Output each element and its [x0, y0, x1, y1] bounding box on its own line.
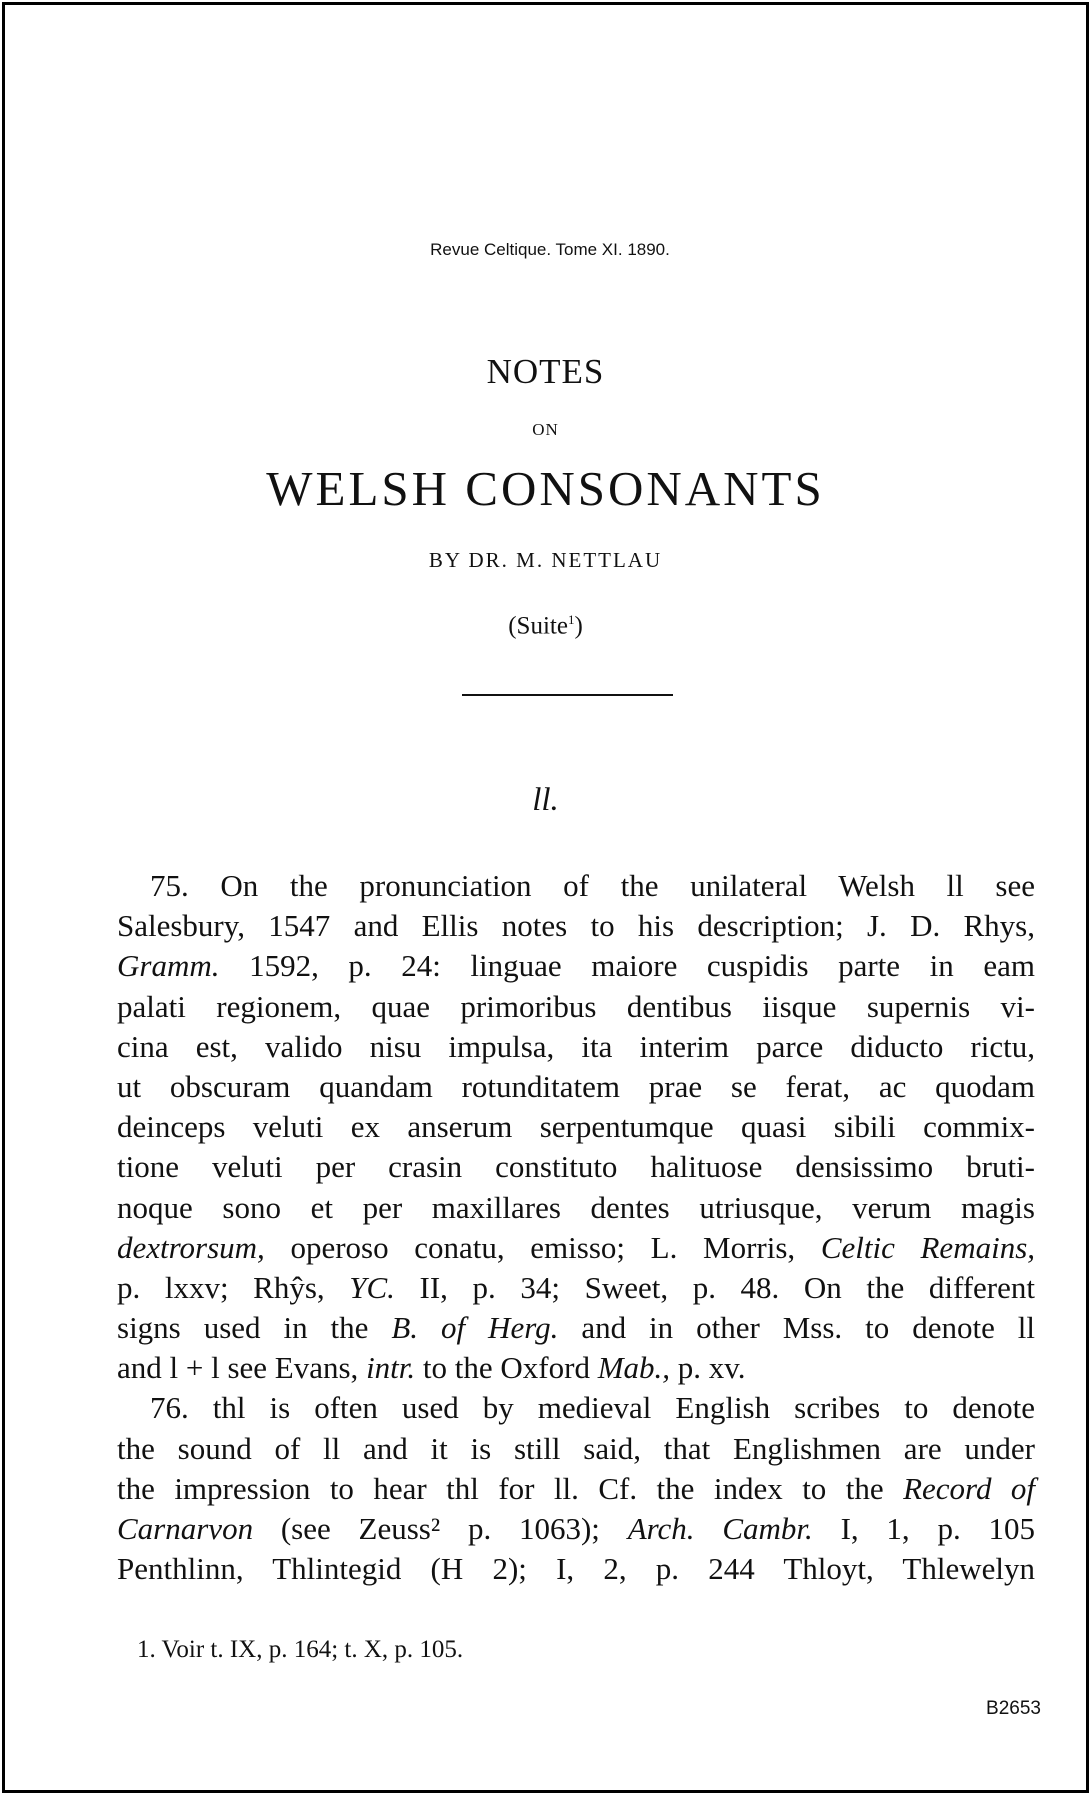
text-segment: the sound of ll and it is still said, that Englishmen are under	[117, 1430, 1035, 1466]
text-line	[117, 866, 1035, 906]
title-notes: NOTES	[486, 352, 605, 391]
text-segment: p. lxxv; Rhŷs,	[117, 1269, 350, 1305]
text-segment: I, 1, p. 105	[812, 1511, 1035, 1546]
italic-text: dextrorsum,	[117, 1229, 265, 1265]
text-segment: to the Oxford	[415, 1350, 598, 1386]
footnote-ref: 1	[567, 612, 575, 627]
text-line	[117, 1107, 1035, 1147]
text-line	[117, 1469, 1035, 1509]
body-text	[117, 866, 1035, 1589]
italic-text: intr.	[366, 1350, 416, 1386]
page-code: B2653	[986, 1698, 1041, 1719]
text-segment: deinceps veluti ex anserum serpentumque quasi sibili commix-	[117, 1109, 1035, 1145]
text-segment: palati regionem, quae primoribus dentibus iisque supernis vi-	[117, 988, 1035, 1024]
italic-text: Record of	[903, 1470, 1036, 1506]
text-segment: Salesbury, 1547 and Ellis notes to his description; J. D. Rhys,	[117, 908, 1035, 944]
italic-text: Arch. Cambr.	[627, 1511, 813, 1546]
text-line	[117, 1027, 1035, 1067]
text-segment: noque sono et per maxillares dentes utriusque, verum magis	[117, 1189, 1035, 1225]
text-line	[117, 1348, 1035, 1388]
text-segment: ut obscuram quandam rotunditatem prae se ferat, ac quodam	[117, 1068, 1035, 1104]
text-segment: (see Zeuss² p. 1063);	[253, 1511, 628, 1546]
text-segment: signs used in the	[117, 1310, 392, 1346]
text-segment: p. xv.	[670, 1350, 746, 1386]
text-line	[117, 1188, 1035, 1228]
text-segment: Penthlinn, Thlintegid (H 2); I, 2, p. 244 Thloyt, Thlewelyn	[117, 1551, 1035, 1587]
text-segment: 75. On the pronunciation of the unilateral Welsh ll see	[150, 868, 1035, 903]
author-line: BY DR. M. NETTLAU	[428, 548, 663, 572]
text-line	[117, 1429, 1035, 1469]
text-segment: and in other Mss. to denote ll	[558, 1310, 1036, 1346]
title-on: ON	[532, 420, 559, 439]
text-segment: II, p. 34; Sweet, p. 48. On the different	[394, 1269, 1035, 1305]
text-line	[117, 1308, 1035, 1348]
text-line	[117, 1067, 1035, 1107]
journal-header: Revue Celtique. Tome XI. 1890.	[430, 240, 670, 259]
suite-close: )	[574, 612, 583, 640]
text-line	[117, 1228, 1035, 1268]
title-rule	[462, 694, 673, 696]
italic-text: YC.	[349, 1269, 395, 1305]
footnote: 1. Voir t. IX, p. 164; t. X, p. 105.	[137, 1636, 464, 1663]
text-line	[117, 987, 1035, 1027]
text-segment: the impression to hear thl for ll. Cf. the index to the	[117, 1470, 904, 1506]
text-line	[117, 1268, 1035, 1308]
italic-text: Carnarvon	[117, 1511, 254, 1546]
text-segment: 1592, p. 24: linguae maiore cuspidis parte in eam	[219, 948, 1035, 984]
suite-line	[0, 612, 1091, 640]
italic-text: B. of Herg.	[391, 1310, 559, 1346]
suite-label: (Suite	[508, 612, 568, 640]
text-line	[117, 1509, 1035, 1549]
text-line	[117, 1147, 1035, 1187]
text-segment: cina est, valido nisu impulsa, ita interim parce diducto rictu,	[117, 1028, 1035, 1064]
text-segment: 76. thl is often used by medieval English scribes to denote	[150, 1390, 1035, 1426]
text-line	[117, 1388, 1035, 1428]
text-line	[117, 906, 1035, 946]
text-line	[117, 1549, 1035, 1589]
italic-text: Celtic Remains,	[820, 1229, 1036, 1265]
text-segment: tione veluti per crasin constituto halituose densissimo bruti-	[117, 1149, 1035, 1185]
italic-text: Gramm.	[117, 948, 220, 984]
text-segment: and l + l see Evans,	[117, 1350, 367, 1386]
italic-text: Mab.,	[597, 1350, 671, 1386]
text-segment: operoso conatu, emisso; L. Morris,	[264, 1229, 821, 1265]
article-title: WELSH CONSONANTS	[266, 461, 825, 516]
text-line	[117, 946, 1035, 986]
section-heading: ll.	[532, 782, 559, 818]
